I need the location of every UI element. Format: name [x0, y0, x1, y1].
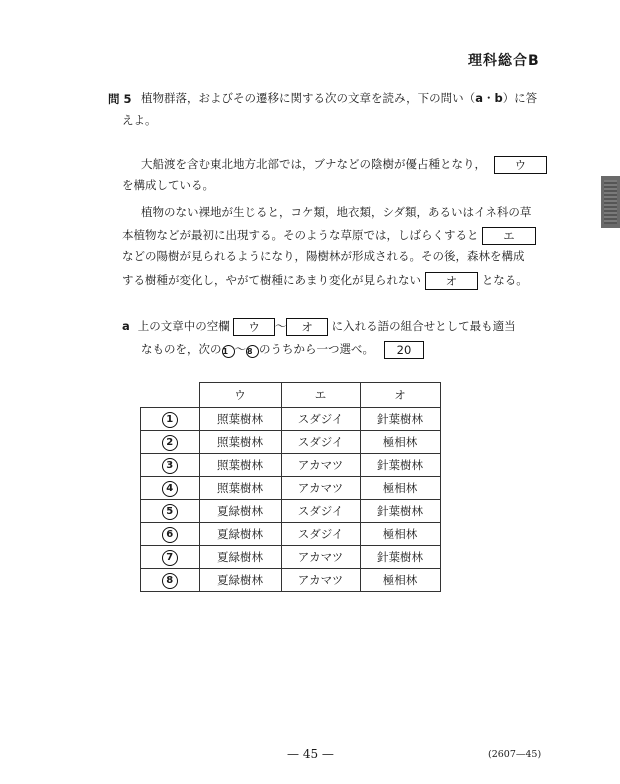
subquestion-text: に入れる語の組合せとして最も適当	[331, 319, 516, 333]
intro-separator: ・	[482, 91, 495, 105]
question-intro-line1	[141, 91, 537, 105]
cell-u: 照葉樹林	[199, 477, 281, 500]
passage-line4	[122, 227, 536, 245]
cell-o: 極相林	[360, 523, 440, 546]
cell-u: 照葉樹林	[199, 454, 281, 477]
cell-u: 夏緑樹林	[199, 500, 281, 523]
passage-text-end: となる。	[481, 273, 528, 287]
subquestion-line1	[122, 318, 516, 336]
intro-part-a: a	[475, 91, 483, 105]
choice-number: 2	[162, 435, 178, 451]
table-row	[141, 500, 441, 523]
cell-e: スダジイ	[281, 523, 360, 546]
table-row	[141, 546, 441, 569]
passage-line2: を構成している。	[122, 178, 214, 192]
choice-number: 1	[162, 412, 178, 428]
table-row	[141, 431, 441, 454]
passage-line1	[141, 156, 547, 174]
choice-number: 8	[162, 573, 178, 589]
cell-o: 針葉樹林	[360, 500, 440, 523]
choice-number-cell	[141, 569, 200, 592]
blank-u-ref: ウ	[233, 318, 275, 336]
answer-number-box: 20	[384, 341, 425, 359]
blank-o-ref: オ	[286, 318, 328, 336]
choice-number-cell	[141, 477, 200, 500]
answer-choices-table	[140, 382, 441, 592]
table-header-u: ウ	[199, 383, 281, 408]
cell-o: 極相林	[360, 431, 440, 454]
cell-e: アカマツ	[281, 569, 360, 592]
subquestion-label: a	[122, 319, 130, 333]
subject-title: 理科総合B	[468, 53, 540, 69]
table-row	[141, 477, 441, 500]
intro-part-b: b	[494, 91, 503, 105]
choice-number: 4	[162, 481, 178, 497]
cell-e: アカマツ	[281, 454, 360, 477]
table-header-o: オ	[360, 383, 440, 408]
blank-e: エ	[482, 227, 536, 245]
cell-o: 針葉樹林	[360, 408, 440, 431]
cell-e: スダジイ	[281, 431, 360, 454]
question-number: 問 5	[108, 92, 132, 106]
section-tab-marker	[601, 176, 620, 228]
cell-e: アカマツ	[281, 546, 360, 569]
subquestion-line2	[141, 341, 424, 359]
table-row	[141, 454, 441, 477]
intro-text-end: ）に答	[502, 91, 538, 105]
cell-o: 極相林	[360, 477, 440, 500]
question-intro-line2: えよ。	[122, 113, 157, 127]
choice-number-cell	[141, 546, 200, 569]
passage-text: する樹種が変化し，やがて樹種にあまり変化が見られない	[122, 273, 421, 287]
choice-number-cell	[141, 500, 200, 523]
choice-number-cell	[141, 454, 200, 477]
choice-number-cell	[141, 523, 200, 546]
choice-number: 6	[162, 527, 178, 543]
choice-number-cell	[141, 431, 200, 454]
choice-end-number: 8	[246, 345, 259, 358]
blank-u: ウ	[494, 156, 548, 174]
cell-u: 夏緑樹林	[199, 569, 281, 592]
subquestion-text: のうちから一つ選べ。	[259, 342, 374, 356]
table-header-row	[141, 383, 441, 408]
subquestion-text: なものを，次の	[141, 342, 222, 356]
choice-number: 5	[162, 504, 178, 520]
passage-text: 大船渡を含む東北地方北部では，ブナなどの陰樹が優占種となり，	[141, 157, 486, 171]
cell-o: 針葉樹林	[360, 454, 440, 477]
table-row	[141, 523, 441, 546]
table-row	[141, 408, 441, 431]
cell-u: 夏緑樹林	[199, 523, 281, 546]
choice-number: 7	[162, 550, 178, 566]
intro-text: 植物群落，およびその遷移に関する次の文章を読み，下の問い（	[141, 91, 476, 105]
table-row	[141, 569, 441, 592]
page-number: — 45 —	[287, 747, 334, 761]
subquestion-text: 上の文章中の空欄	[137, 319, 230, 333]
cell-e: スダジイ	[281, 500, 360, 523]
cell-e: アカマツ	[281, 477, 360, 500]
passage-line6	[122, 272, 528, 290]
range-tilde: ～	[274, 319, 287, 333]
passage-line5: などの陽樹が見られるようになり，陽樹林が形成される。その後，森林を構成	[122, 249, 525, 263]
table-header-empty	[141, 383, 200, 408]
cell-o: 針葉樹林	[360, 546, 440, 569]
cell-e: スダジイ	[281, 408, 360, 431]
passage-line3: 植物のない裸地が生じると，コケ類，地衣類，シダ類，あるいはイネ科の草	[141, 205, 532, 219]
passage-text: 本植物などが最初に出現する。そのような草原では，しばらくすると	[122, 228, 479, 242]
choice-start-number: 1	[222, 345, 235, 358]
document-code: (2607—45)	[488, 749, 542, 760]
choice-number: 3	[162, 458, 178, 474]
cell-u: 照葉樹林	[199, 408, 281, 431]
range-tilde: ～	[234, 342, 246, 356]
cell-u: 夏緑樹林	[199, 546, 281, 569]
cell-u: 照葉樹林	[199, 431, 281, 454]
cell-o: 極相林	[360, 569, 440, 592]
choice-number-cell	[141, 408, 200, 431]
table-header-e: エ	[281, 383, 360, 408]
blank-o: オ	[425, 272, 479, 290]
